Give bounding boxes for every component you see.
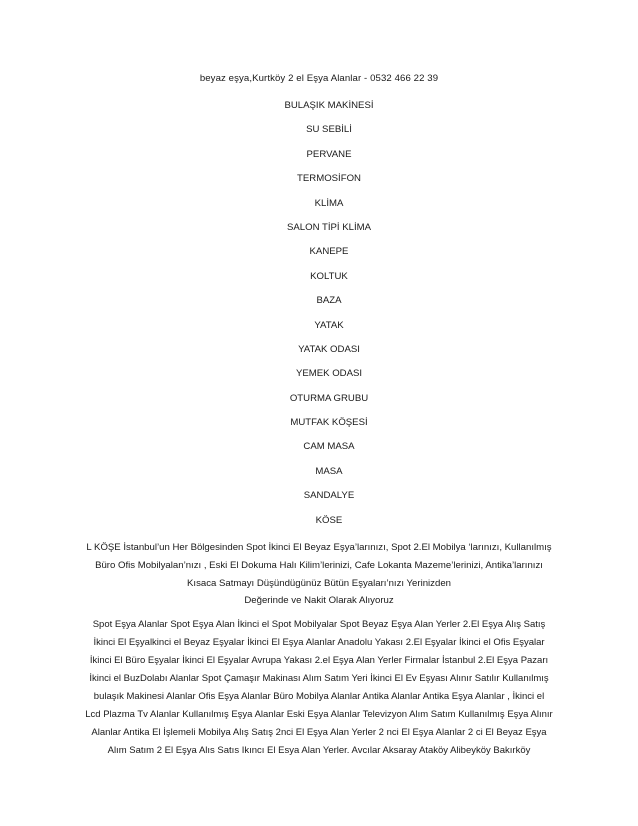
list-item: BULAŞIK MAKİNESİ	[284, 100, 374, 111]
list-item: SU SEBİLİ	[306, 124, 352, 136]
list-item: TERMOSİFON	[297, 173, 361, 185]
intro-text: L KÖŞE İstanbul’un Her Bölgesinden Spot İkinci El Beyaz Eşya’larınızı, Spot 2.El Mobilya ‘larınızı, Kullanılmış Büro Ofis Mobilyalan’nızı , Eski El Dokuma Halı Kilim’lerinizi, Cafe Lokanta Mazeme’lerinizi, Antika’larınızı Kısaca Satmayı Düşündügünüz Bütün Eşyaları’nızı Yerinizden	[86, 542, 552, 589]
list-item: PERVANE	[306, 148, 352, 160]
document-title: beyaz eşya,Kurtköy 2 el Eşya Alanlar - 0532 466 22 39	[199, 73, 439, 84]
subheading: Değerinde ve Nakit Olarak Alıyoruz	[244, 595, 394, 606]
list-item: YEMEK ODASI	[295, 368, 363, 380]
list-item: KANEPE	[309, 246, 349, 258]
body-text: Spot Eşya Alanlar Spot Eşya Alan İkinci el Spot Mobilyalar Spot Beyaz Eşya Alan Yerler 2.El Eşya Alış Satış İkinci El Eşyalkinci el Beyaz Eşyalar İkinci El Eşya Alanlar Anadolu Yakası 2.El Eşyalar İkinci el Ofis Eşyalar İkinci El Büro Eşyalar İkinci El Eşyalar Avrupa Yakası 2.el Eşya Alan Yerler Firmalar İstanbul 2.El Eşya Pazarı İkinci el BuzDolabı Alanlar Spot Çamaşır Makinası Alım Satım Yeri İkinci El Ev Eşyası Alınır Satılır Kullanılmış bulaşık Makinesi Alanlar Ofis Eşya Alanlar Büro Mobilya Alanlar Antika Alanlar Antika Eşya Alanlar , İkinci el Lcd Plazma Tv Alanlar Kullanılmış Eşya Alanlar Eski Eşya Alanlar Televizyon Alım Satım Kullanılmış Eşya Alınır Alanlar Antika El İşlemeli Mobilya Alış Satış 2nci El Eşya Alan Yerler 2 nci El Eşya Alanlar 2 ci El Beyaz Eşya Alım Satım 2 El Eşya Alıs Satıs Ikıncı El Esya Alan Yerler. Avcılar Aksaray Ataköy Alibeyköy Bakırköy	[85, 619, 553, 756]
item-list	[0, 99, 638, 538]
body-paragraph	[85, 616, 553, 760]
list-item: YATAK ODASI	[298, 343, 360, 355]
list-item: MUTFAK KÖŞESİ	[290, 417, 368, 429]
list-item: BAZA	[316, 295, 342, 307]
list-item: MASA	[315, 465, 343, 477]
list-item: KLİMA	[314, 197, 344, 209]
list-item: OTURMA GRUBU	[289, 392, 369, 404]
list-item: CAM MASA	[303, 441, 355, 453]
intro-paragraph	[85, 539, 553, 593]
list-item: KOLTUK	[310, 270, 348, 282]
list-item: KÖSE	[315, 514, 343, 526]
list-item: SANDALYE	[303, 490, 355, 502]
list-item: YATAK	[314, 319, 344, 331]
list-item: SALON TİPİ KLİMA	[286, 221, 372, 233]
